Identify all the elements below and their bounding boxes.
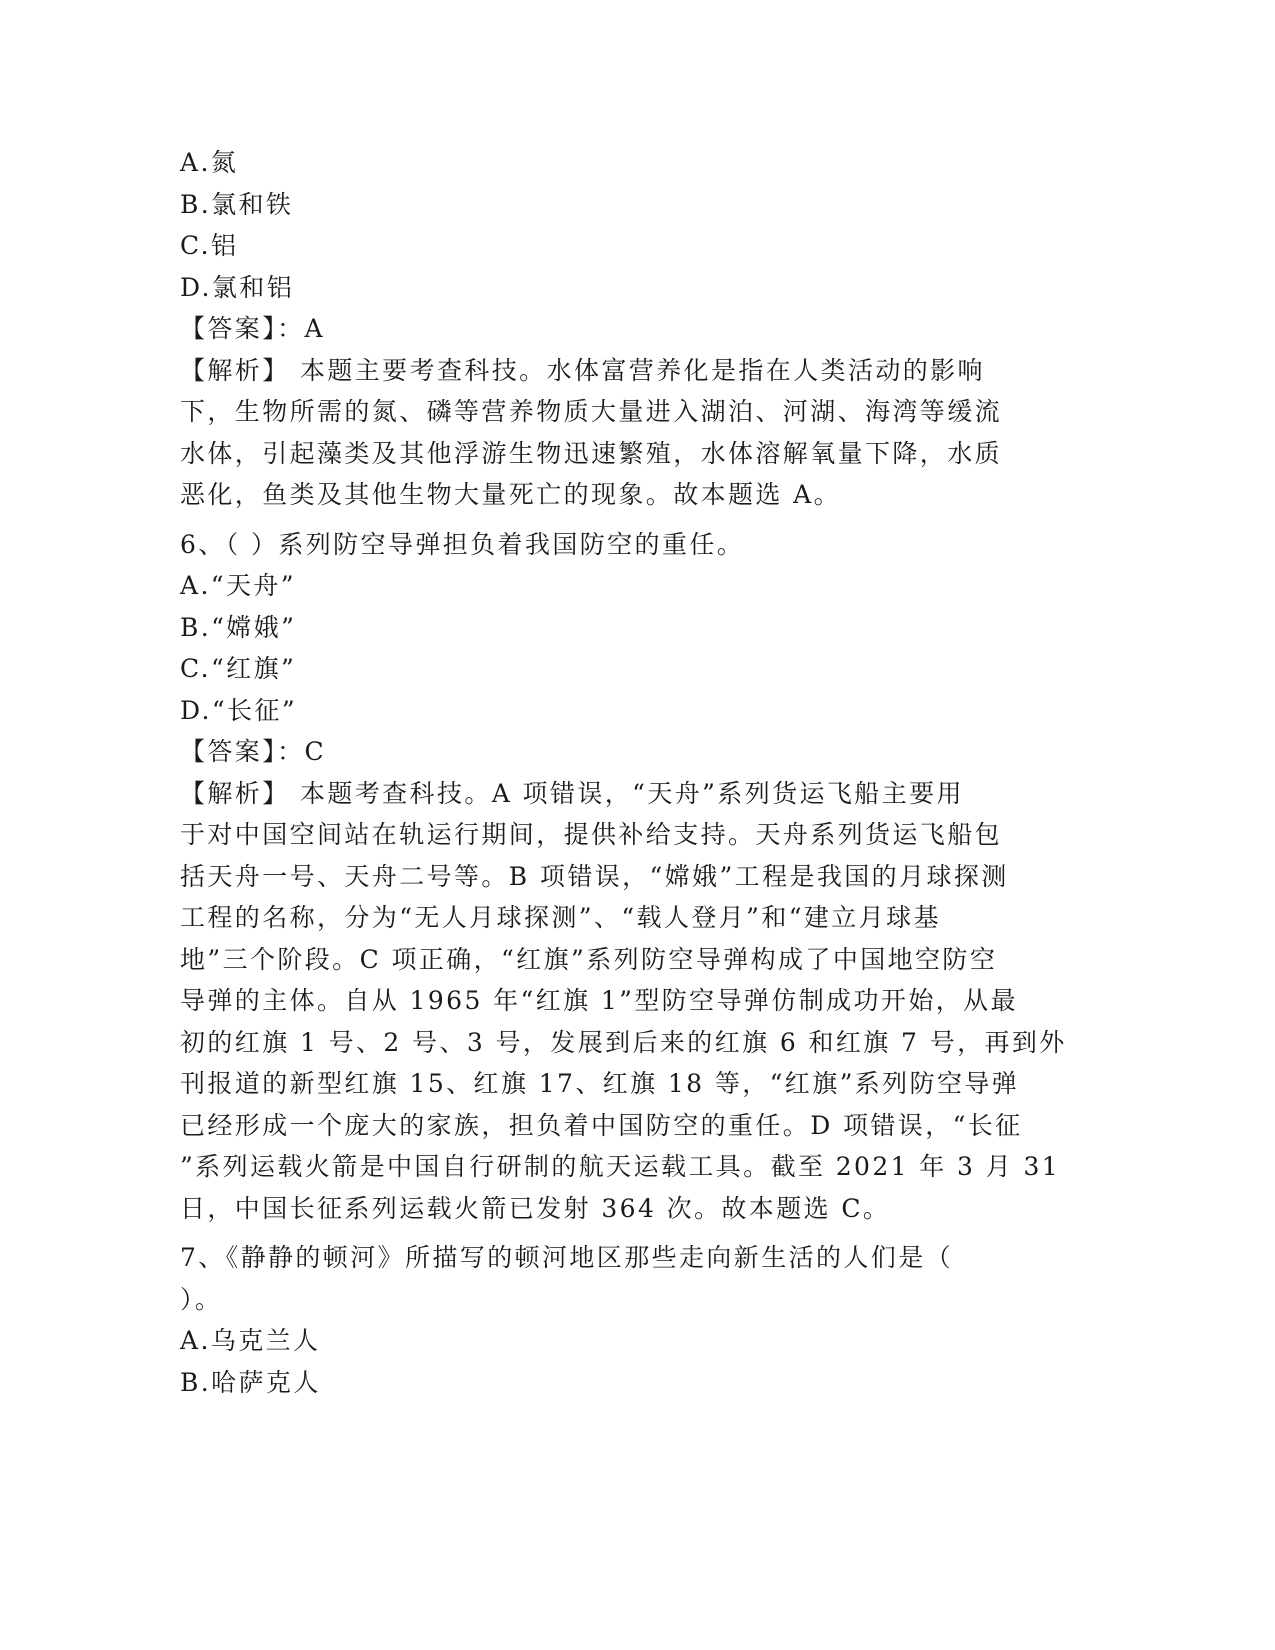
- spacer: [180, 1229, 1040, 1237]
- q5-analysis-line: 下，生物所需的氮、磷等营养物质大量进入湖泊、河湖、海湾等缓流: [180, 397, 1003, 426]
- q6-analysis: [180, 773, 1067, 1230]
- q6-option-b: B.“嫦娥”: [180, 612, 297, 642]
- spacer: [180, 516, 1040, 524]
- q5-option-d: D.氯和铝: [180, 272, 295, 302]
- q6-analysis-line: 导弹的主体。自从 1965 年“红旗 1”型防空导弹仿制成功开始，从最: [180, 986, 1018, 1015]
- q5-option-a: A.氮: [180, 148, 239, 177]
- q6-analysis-line: 工程的名称，分为“无人月球探测”、“载人登月”和“建立月球基: [180, 903, 941, 932]
- q6-analysis-line: 【解析】 本题考查科技。A 项错误，“天舟”系列货运飞船主要用: [180, 778, 964, 808]
- question-7-block: [180, 1237, 1040, 1403]
- q6-answer: 【答案】：C: [180, 737, 327, 766]
- q5-analysis: [180, 350, 1040, 516]
- q5-analysis-line: 恶化，鱼类及其他生物大量死亡的现象。故本题选 A。: [180, 480, 842, 509]
- q7-question-line: 7、《静静的顿河》所描写的顿河地区那些走向新生活的人们是（: [180, 1243, 954, 1272]
- q5-option-c: C.铝: [180, 231, 239, 260]
- q6-option-a: A.“天舟”: [180, 571, 296, 600]
- q6-question: 6、（ ）系列防空导弹担负着我国防空的重任。: [180, 529, 745, 559]
- q7-option-b: B.哈萨克人: [180, 1367, 321, 1397]
- q6-analysis-line: 已经形成一个庞大的家族，担负着中国防空的重任。D 项错误，“长征: [180, 1110, 1023, 1140]
- q5-analysis-line: 水体，引起藻类及其他浮游生物迅速繁殖，水体溶解氧量下降，水质: [180, 438, 1003, 468]
- q6-analysis-line: 括天舟一号、天舟二号等。B 项错误，“嫦娥”工程是我国的月球探测: [180, 861, 1009, 891]
- question-6-block: [180, 524, 1067, 1230]
- question-5-block: [180, 142, 1040, 516]
- q5-analysis-line: 【解析】 本题主要考查科技。水体富营养化是指在人类活动的影响: [180, 355, 985, 385]
- q7-question-line: ）。: [180, 1284, 223, 1314]
- q6-analysis-line: 日，中国长征系列运载火箭已发射 364 次。故本题选 C。: [180, 1193, 891, 1223]
- q6-analysis-line: 于对中国空间站在轨运行期间，提供补给支持。天舟系列货运飞船包: [180, 820, 1003, 849]
- q6-option-d: D.“长征”: [180, 695, 298, 725]
- q7-option-a: A.乌克兰人: [180, 1326, 321, 1355]
- q6-analysis-line: 地”三个阶段。C 项正确，“红旗”系列防空导弹构成了中国地空防空: [180, 944, 998, 974]
- q6-analysis-line: 初的红旗 1 号、2 号、3 号，发展到后来的红旗 6 和红旗 7 号，再到外: [180, 1027, 1067, 1057]
- q5-answer: 【答案】：A: [180, 314, 325, 343]
- q5-option-b: B.氯和铁: [180, 189, 294, 219]
- q6-option-c: C.“红旗”: [180, 654, 297, 683]
- q6-analysis-line: ”系列运载火箭是中国自行研制的航天运载工具。截至 2021 年 3 月 31: [180, 1152, 1061, 1181]
- document-page: [180, 142, 1067, 1403]
- q6-analysis-line: 刊报道的新型红旗 15、红旗 17、红旗 18 等，“红旗”系列防空导弹: [180, 1069, 1020, 1098]
